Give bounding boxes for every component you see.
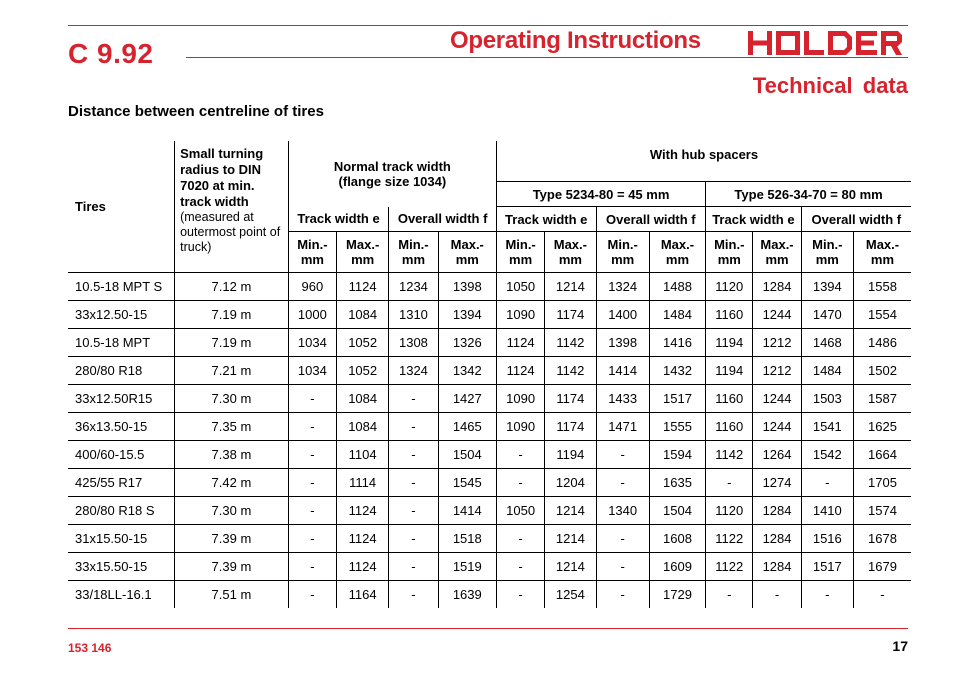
min-value-cell: - — [496, 553, 544, 581]
max-value-cell: 1518 — [438, 525, 496, 553]
table-row — [68, 497, 911, 525]
max-value-cell: 1142 — [545, 357, 596, 385]
max-value-cell: 1326 — [438, 329, 496, 357]
min-value-cell: 1503 — [801, 385, 853, 413]
min-value-cell: - — [389, 385, 438, 413]
header-min: Min.- mm — [288, 232, 336, 273]
max-value-cell: 1639 — [438, 581, 496, 609]
header-track-width: Track width e — [496, 207, 596, 232]
min-value-cell: 1124 — [496, 357, 544, 385]
max-value-cell: 1394 — [438, 301, 496, 329]
min-value-cell: 1516 — [801, 525, 853, 553]
min-value-cell: 1517 — [801, 553, 853, 581]
max-value-cell: 1609 — [649, 553, 705, 581]
header-overall-width: Overall width f — [596, 207, 706, 232]
turning-radius-cell: 7.30 m — [175, 497, 289, 525]
max-value-cell: 1625 — [853, 413, 911, 441]
max-value-cell: 1574 — [853, 497, 911, 525]
max-value-cell: 1124 — [337, 553, 389, 581]
max-value-cell: 1554 — [853, 301, 911, 329]
max-value-cell: 1729 — [649, 581, 705, 609]
max-value-cell: 1174 — [545, 385, 596, 413]
min-value-cell: 1340 — [596, 497, 649, 525]
turning-radius-cell: 7.21 m — [175, 357, 289, 385]
max-value-cell: 1124 — [337, 273, 389, 301]
model-label: C 9.92 — [68, 38, 154, 69]
max-value-cell: 1519 — [438, 553, 496, 581]
min-value-cell: 1142 — [706, 441, 753, 469]
header-max: Max.- mm — [753, 232, 801, 273]
turning-radius-cell: 7.38 m — [175, 441, 289, 469]
header-type-80mm: Type 526-34-70 = 80 mm — [706, 182, 911, 207]
table-row — [68, 581, 911, 609]
min-value-cell: 1160 — [706, 385, 753, 413]
header-small-turning-radius — [175, 141, 289, 273]
holder-logo — [748, 31, 902, 55]
max-value-cell: 1635 — [649, 469, 705, 497]
min-value-cell: - — [596, 441, 649, 469]
max-value-cell: 1284 — [753, 273, 801, 301]
turning-radius-cell: 7.35 m — [175, 413, 289, 441]
max-value-cell: 1164 — [337, 581, 389, 609]
min-value-cell: 1090 — [496, 413, 544, 441]
min-value-cell: - — [288, 469, 336, 497]
table-row — [68, 525, 911, 553]
min-value-cell: 1120 — [706, 273, 753, 301]
max-value-cell: 1052 — [337, 357, 389, 385]
header-max: Max.- mm — [545, 232, 596, 273]
max-value-cell: 1244 — [753, 301, 801, 329]
max-value-cell: 1342 — [438, 357, 496, 385]
min-value-cell: 1468 — [801, 329, 853, 357]
min-value-cell: - — [389, 413, 438, 441]
tire-distance-table — [68, 141, 911, 608]
table-body — [68, 273, 911, 609]
min-value-cell: 1470 — [801, 301, 853, 329]
min-value-cell: - — [389, 441, 438, 469]
header-min: Min.- mm — [801, 232, 853, 273]
min-value-cell: 1034 — [288, 329, 336, 357]
max-value-cell: 1264 — [753, 441, 801, 469]
header-small-turning-radius-title: Small turning radius to DIN 7020 at min. track width — [180, 146, 264, 209]
max-value-cell: 1594 — [649, 441, 705, 469]
min-value-cell: 1124 — [496, 329, 544, 357]
min-value-cell: 1194 — [706, 357, 753, 385]
min-value-cell: - — [288, 385, 336, 413]
header-hub-spacers: With hub spacers — [496, 141, 911, 182]
header-track-width: Track width e — [288, 207, 389, 232]
max-value-cell: 1432 — [649, 357, 705, 385]
header-max: Max.- mm — [853, 232, 911, 273]
header-max: Max.- mm — [337, 232, 389, 273]
min-value-cell: - — [596, 553, 649, 581]
min-value-cell: - — [596, 469, 649, 497]
min-value-cell: - — [496, 525, 544, 553]
table-row — [68, 357, 911, 385]
min-value-cell: 1090 — [496, 385, 544, 413]
min-value-cell: - — [496, 581, 544, 609]
tire-size-cell: 33x12.50-15 — [68, 301, 175, 329]
header-normal-track: Normal track width (flange size 1034) — [288, 141, 496, 207]
max-value-cell: 1416 — [649, 329, 705, 357]
min-value-cell: 1414 — [596, 357, 649, 385]
turning-radius-cell: 7.39 m — [175, 553, 289, 581]
section-title: Technical data — [752, 73, 908, 98]
min-value-cell: 1394 — [801, 273, 853, 301]
max-value-cell: 1124 — [337, 525, 389, 553]
min-value-cell: 960 — [288, 273, 336, 301]
table-row — [68, 329, 911, 357]
tire-size-cell: 33/18LL-16.1 — [75, 587, 152, 602]
bottom-rule — [68, 628, 908, 629]
tire-size-cell: 400/60-15.5 — [68, 441, 175, 469]
max-value-cell: 1486 — [853, 329, 911, 357]
max-value-cell: 1488 — [649, 273, 705, 301]
min-value-cell: - — [288, 441, 336, 469]
header-tires: Tires — [68, 141, 175, 273]
header-small-turning-radius-note: (measured at outermost point of truck) — [180, 210, 281, 254]
max-value-cell: 1142 — [545, 329, 596, 357]
header-type-45mm: Type 5234-80 = 45 mm — [496, 182, 705, 207]
min-value-cell: - — [389, 469, 438, 497]
min-value-cell: 1194 — [706, 329, 753, 357]
min-value-cell: - — [288, 497, 336, 525]
document-title: Operating Instructions — [450, 27, 701, 54]
max-value-cell: 1214 — [545, 553, 596, 581]
min-value-cell: - — [706, 469, 753, 497]
tire-size-cell: 36x13.50-15 — [68, 413, 175, 441]
tire-size-cell: 425/55 R17 — [68, 469, 175, 497]
top-rule — [68, 25, 908, 26]
min-value-cell: 1324 — [596, 273, 649, 301]
table-row — [68, 301, 911, 329]
turning-radius-cell: 7.42 m — [175, 469, 289, 497]
max-value-cell: 1124 — [337, 497, 389, 525]
max-value-cell: 1284 — [753, 553, 801, 581]
max-value-cell: 1414 — [438, 497, 496, 525]
page-number: 17 — [892, 638, 908, 654]
table-row — [68, 469, 911, 497]
max-value-cell: 1398 — [438, 273, 496, 301]
tire-size-cell: 33x15.50-15 — [68, 553, 175, 581]
min-value-cell: 1398 — [596, 329, 649, 357]
turning-radius-cell: 7.51 m — [175, 581, 289, 609]
max-value-cell: 1679 — [853, 553, 911, 581]
max-value-cell: 1502 — [853, 357, 911, 385]
max-value-cell: 1084 — [337, 301, 389, 329]
max-value-cell: 1254 — [545, 581, 596, 609]
max-value-cell: 1284 — [753, 525, 801, 553]
table-row — [68, 553, 911, 581]
max-value-cell: 1214 — [545, 497, 596, 525]
max-value-cell: 1274 — [753, 469, 801, 497]
max-value-cell: 1052 — [337, 329, 389, 357]
max-value-cell: 1174 — [545, 413, 596, 441]
max-value-cell: 1104 — [337, 441, 389, 469]
min-value-cell: 1120 — [706, 497, 753, 525]
max-value-cell: 1084 — [337, 385, 389, 413]
min-value-cell: 1034 — [288, 357, 336, 385]
min-value-cell: 1324 — [389, 357, 438, 385]
min-value-cell: - — [389, 553, 438, 581]
min-value-cell: - — [801, 581, 853, 609]
min-value-cell: 1433 — [596, 385, 649, 413]
max-value-cell: - — [753, 581, 801, 609]
min-value-cell: - — [389, 581, 438, 609]
min-value-cell: - — [389, 525, 438, 553]
max-value-cell: 1664 — [853, 441, 911, 469]
min-value-cell: 1050 — [496, 273, 544, 301]
header-track-width: Track width e — [706, 207, 802, 232]
tire-size-cell: 10.5-18 MPT — [68, 329, 175, 357]
header-max: Max.- mm — [649, 232, 705, 273]
max-value-cell: 1244 — [753, 413, 801, 441]
max-value-cell: 1214 — [545, 525, 596, 553]
max-value-cell: 1587 — [853, 385, 911, 413]
max-value-cell: 1504 — [438, 441, 496, 469]
max-value-cell: 1244 — [753, 385, 801, 413]
max-value-cell: 1427 — [438, 385, 496, 413]
min-value-cell: 1160 — [706, 301, 753, 329]
max-value-cell: 1558 — [853, 273, 911, 301]
max-value-cell: 1678 — [853, 525, 911, 553]
min-value-cell: - — [801, 469, 853, 497]
header-min: Min.- mm — [389, 232, 438, 273]
header-min: Min.- mm — [496, 232, 544, 273]
min-value-cell: 1050 — [496, 497, 544, 525]
max-value-cell: 1555 — [649, 413, 705, 441]
min-value-cell: - — [496, 469, 544, 497]
tire-size-cell: 280/80 R18 S — [68, 497, 175, 525]
tire-size-cell: 31x15.50-15 — [68, 525, 175, 553]
min-value-cell: 1410 — [801, 497, 853, 525]
max-value-cell: 1212 — [753, 357, 801, 385]
max-value-cell: 1174 — [545, 301, 596, 329]
table-row — [68, 385, 911, 413]
turning-radius-cell: 7.39 m — [175, 525, 289, 553]
min-value-cell: - — [596, 581, 649, 609]
min-value-cell: - — [288, 525, 336, 553]
max-value-cell: 1194 — [545, 441, 596, 469]
min-value-cell: 1542 — [801, 441, 853, 469]
table-row — [68, 273, 911, 301]
min-value-cell: - — [706, 581, 753, 609]
turning-radius-cell: 7.12 m — [175, 273, 289, 301]
min-value-cell: 1000 — [288, 301, 336, 329]
table-row — [68, 441, 911, 469]
min-value-cell: 1541 — [801, 413, 853, 441]
tire-size-cell: 33x12.50R15 — [68, 385, 175, 413]
max-value-cell: 1465 — [438, 413, 496, 441]
min-value-cell: 1400 — [596, 301, 649, 329]
min-value-cell: - — [389, 497, 438, 525]
turning-radius-cell: 7.30 m — [175, 385, 289, 413]
max-value-cell: 1284 — [753, 497, 801, 525]
min-value-cell: 1160 — [706, 413, 753, 441]
max-value-cell: 1204 — [545, 469, 596, 497]
min-value-cell: 1308 — [389, 329, 438, 357]
header-min: Min.- mm — [706, 232, 753, 273]
table-caption: Distance between centreline of tires — [68, 103, 324, 120]
min-value-cell: 1090 — [496, 301, 544, 329]
table-row — [68, 413, 911, 441]
min-value-cell: 1484 — [801, 357, 853, 385]
max-value-cell: 1214 — [545, 273, 596, 301]
min-value-cell: 1234 — [389, 273, 438, 301]
max-value-cell: 1484 — [649, 301, 705, 329]
turning-radius-cell: 7.19 m — [175, 301, 289, 329]
max-value-cell: 1517 — [649, 385, 705, 413]
tire-size-cell: 280/80 R18 — [68, 357, 175, 385]
header-rule — [186, 57, 908, 58]
header-min: Min.- mm — [596, 232, 649, 273]
max-value-cell: 1608 — [649, 525, 705, 553]
header-max: Max.- mm — [438, 232, 496, 273]
max-value-cell: - — [853, 581, 911, 609]
max-value-cell: 1545 — [438, 469, 496, 497]
max-value-cell: 1084 — [337, 413, 389, 441]
min-value-cell: 1471 — [596, 413, 649, 441]
tire-size-cell: 10.5-18 MPT S — [68, 273, 175, 301]
turning-radius-cell: 7.19 m — [175, 329, 289, 357]
min-value-cell: 1122 — [706, 525, 753, 553]
header-overall-width: Overall width f — [389, 207, 497, 232]
document-number: 153 146 — [68, 641, 112, 655]
min-value-cell: - — [496, 441, 544, 469]
min-value-cell: 1310 — [389, 301, 438, 329]
max-value-cell: 1504 — [649, 497, 705, 525]
min-value-cell: 1122 — [706, 553, 753, 581]
min-value-cell: - — [288, 581, 336, 609]
max-value-cell: 1114 — [337, 469, 389, 497]
header-overall-width: Overall width f — [801, 207, 911, 232]
max-value-cell: 1212 — [753, 329, 801, 357]
min-value-cell: - — [288, 413, 336, 441]
max-value-cell: 1705 — [853, 469, 911, 497]
min-value-cell: - — [288, 553, 336, 581]
min-value-cell: - — [596, 525, 649, 553]
